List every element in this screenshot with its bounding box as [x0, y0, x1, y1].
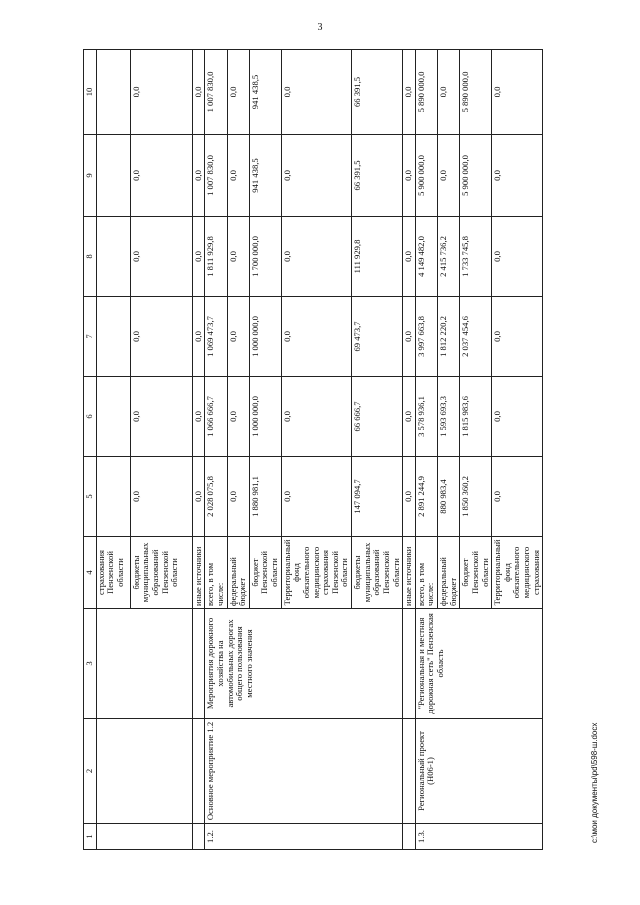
- value-cell: 1 733 745,8: [460, 217, 492, 297]
- header-row: [84, 50, 97, 850]
- value-cell: 1 069 473,7: [205, 297, 227, 377]
- value-cell: 1 000 000,0: [249, 377, 281, 457]
- source-cell: иные источники: [403, 537, 416, 609]
- value-cell: 0,0: [403, 217, 416, 297]
- value-cell: 1 007 830,0: [205, 50, 227, 135]
- value-cell: 1 850 360,2: [460, 457, 492, 537]
- row-desc: [403, 609, 416, 719]
- value-cell: 147 094,7: [352, 457, 403, 537]
- row-name: Региональный проект (Н06-1): [415, 719, 543, 824]
- table-row: [96, 50, 130, 850]
- value-cell: 0,0: [281, 297, 351, 377]
- col-header: 4: [84, 537, 97, 609]
- value-cell: 4 149 482,0: [415, 217, 437, 297]
- page-number: 3: [317, 22, 323, 33]
- col-header: 2: [84, 719, 97, 824]
- row-desc: Мероприятия дорожного хозяйства на автомобильных дорогах общего пользования местного значения: [205, 609, 403, 719]
- value-cell: 0,0: [492, 297, 543, 377]
- value-cell: 1 700 000,0: [249, 217, 281, 297]
- value-cell: 0,0: [281, 457, 351, 537]
- value-cell: 880 983,4: [438, 457, 460, 537]
- col-header: 7: [84, 297, 97, 377]
- value-cell: 1 815 983,6: [460, 377, 492, 457]
- funding-table: [83, 49, 543, 850]
- value-cell: 1 811 929,8: [205, 217, 227, 297]
- value-cell: 2 037 454,6: [460, 297, 492, 377]
- value-cell: 2 891 244,9: [415, 457, 437, 537]
- value-cell: 0,0: [438, 135, 460, 217]
- value-cell: 0,0: [227, 217, 249, 297]
- row-num: [96, 824, 192, 850]
- value-cell: 0,0: [192, 217, 205, 297]
- value-cell: 0,0: [130, 135, 192, 217]
- value-cell: 0,0: [403, 50, 416, 135]
- value-cell: [96, 457, 130, 537]
- value-cell: 0,0: [192, 50, 205, 135]
- col-header: 9: [84, 135, 97, 217]
- table-row: [403, 50, 416, 850]
- col-header: 8: [84, 217, 97, 297]
- value-cell: 2 028 075,8: [205, 457, 227, 537]
- value-cell: 0,0: [438, 50, 460, 135]
- col-header: 6: [84, 377, 97, 457]
- value-cell: 0,0: [492, 217, 543, 297]
- value-cell: [96, 50, 130, 135]
- row-num: 1.3.: [415, 824, 543, 850]
- value-cell: 0,0: [192, 297, 205, 377]
- value-cell: 0,0: [492, 377, 543, 457]
- value-cell: 0,0: [227, 135, 249, 217]
- col-header: 10: [84, 50, 97, 135]
- row-desc: [192, 609, 205, 719]
- file-path-footer: c:\мои документы\pd\598-ш.docx: [590, 722, 599, 843]
- value-cell: 5 900 000,0: [460, 135, 492, 217]
- value-cell: 0,0: [227, 377, 249, 457]
- value-cell: 1 593 693,3: [438, 377, 460, 457]
- value-cell: 0,0: [192, 377, 205, 457]
- table-row: [415, 50, 437, 850]
- value-cell: 5 890 000,0: [460, 50, 492, 135]
- value-cell: 0,0: [403, 377, 416, 457]
- value-cell: 69 473,7: [352, 297, 403, 377]
- value-cell: 0,0: [403, 457, 416, 537]
- source-cell: Территориальный фонд обязательного медицинского страхования Пензенской области: [281, 537, 351, 609]
- value-cell: 0,0: [492, 135, 543, 217]
- source-cell: федеральный бюджет: [438, 537, 460, 609]
- source-cell: бюджет Пензенской области: [460, 537, 492, 609]
- row-name: [96, 719, 192, 824]
- value-cell: 0,0: [130, 217, 192, 297]
- value-cell: 0,0: [281, 50, 351, 135]
- value-cell: [96, 217, 130, 297]
- source-cell: бюджет Пензенской области: [249, 537, 281, 609]
- value-cell: 3 997 663,8: [415, 297, 437, 377]
- value-cell: 0,0: [227, 50, 249, 135]
- value-cell: 941 438,5: [249, 50, 281, 135]
- value-cell: [96, 135, 130, 217]
- value-cell: 5 900 000,0: [415, 135, 437, 217]
- col-header: 5: [84, 457, 97, 537]
- value-cell: 3 578 936,1: [415, 377, 437, 457]
- value-cell: 0,0: [281, 135, 351, 217]
- value-cell: [96, 377, 130, 457]
- value-cell: 0,0: [130, 50, 192, 135]
- value-cell: 0,0: [192, 135, 205, 217]
- source-cell: иные источники: [192, 537, 205, 609]
- source-cell: бюджеты муниципальных образований Пензенской области: [352, 537, 403, 609]
- row-desc: [96, 609, 192, 719]
- row-name: [192, 719, 205, 824]
- value-cell: 0,0: [227, 457, 249, 537]
- col-header: 3: [84, 609, 97, 719]
- value-cell: 1 066 666,7: [205, 377, 227, 457]
- value-cell: 0,0: [192, 457, 205, 537]
- source-cell: страхования Пензенской области: [96, 537, 130, 609]
- value-cell: 0,0: [492, 457, 543, 537]
- rotated-table-wrapper: [83, 50, 613, 850]
- source-cell: всего, в том числе:: [205, 537, 227, 609]
- value-cell: [96, 297, 130, 377]
- value-cell: 0,0: [403, 297, 416, 377]
- source-cell: всего, в том числе:: [415, 537, 437, 609]
- value-cell: 1 880 981,1: [249, 457, 281, 537]
- value-cell: 0,0: [130, 297, 192, 377]
- value-cell: 1 812 220,2: [438, 297, 460, 377]
- value-cell: 66 391,5: [352, 50, 403, 135]
- value-cell: 0,0: [130, 457, 192, 537]
- row-name: Основное мероприятие 1.2: [205, 719, 403, 824]
- value-cell: 1 000 000,0: [249, 297, 281, 377]
- value-cell: 0,0: [227, 297, 249, 377]
- col-header: 1: [84, 824, 97, 850]
- value-cell: 66 666,7: [352, 377, 403, 457]
- value-cell: 0,0: [492, 50, 543, 135]
- row-num: 1.2.: [205, 824, 403, 850]
- value-cell: 941 438,5: [249, 135, 281, 217]
- value-cell: 1 007 830,0: [205, 135, 227, 217]
- value-cell: 5 890 000,0: [415, 50, 437, 135]
- value-cell: 0,0: [130, 377, 192, 457]
- table-row: [192, 50, 205, 850]
- source-cell: Территориальный фонд обязательного медицинского страхования: [492, 537, 543, 609]
- source-cell: бюджеты муниципальных образований Пензенской области: [130, 537, 192, 609]
- value-cell: 66 391,5: [352, 135, 403, 217]
- value-cell: 2 415 736,2: [438, 217, 460, 297]
- table-row: [205, 50, 227, 850]
- source-cell: федеральный бюджет: [227, 537, 249, 609]
- row-num: [192, 824, 205, 850]
- value-cell: 111 929,8: [352, 217, 403, 297]
- row-name: [403, 719, 416, 824]
- value-cell: 0,0: [403, 135, 416, 217]
- value-cell: 0,0: [281, 217, 351, 297]
- row-num: [403, 824, 416, 850]
- value-cell: 0,0: [281, 377, 351, 457]
- row-desc: "Региональная и местная дорожная сеть" Пензенская область: [415, 609, 543, 719]
